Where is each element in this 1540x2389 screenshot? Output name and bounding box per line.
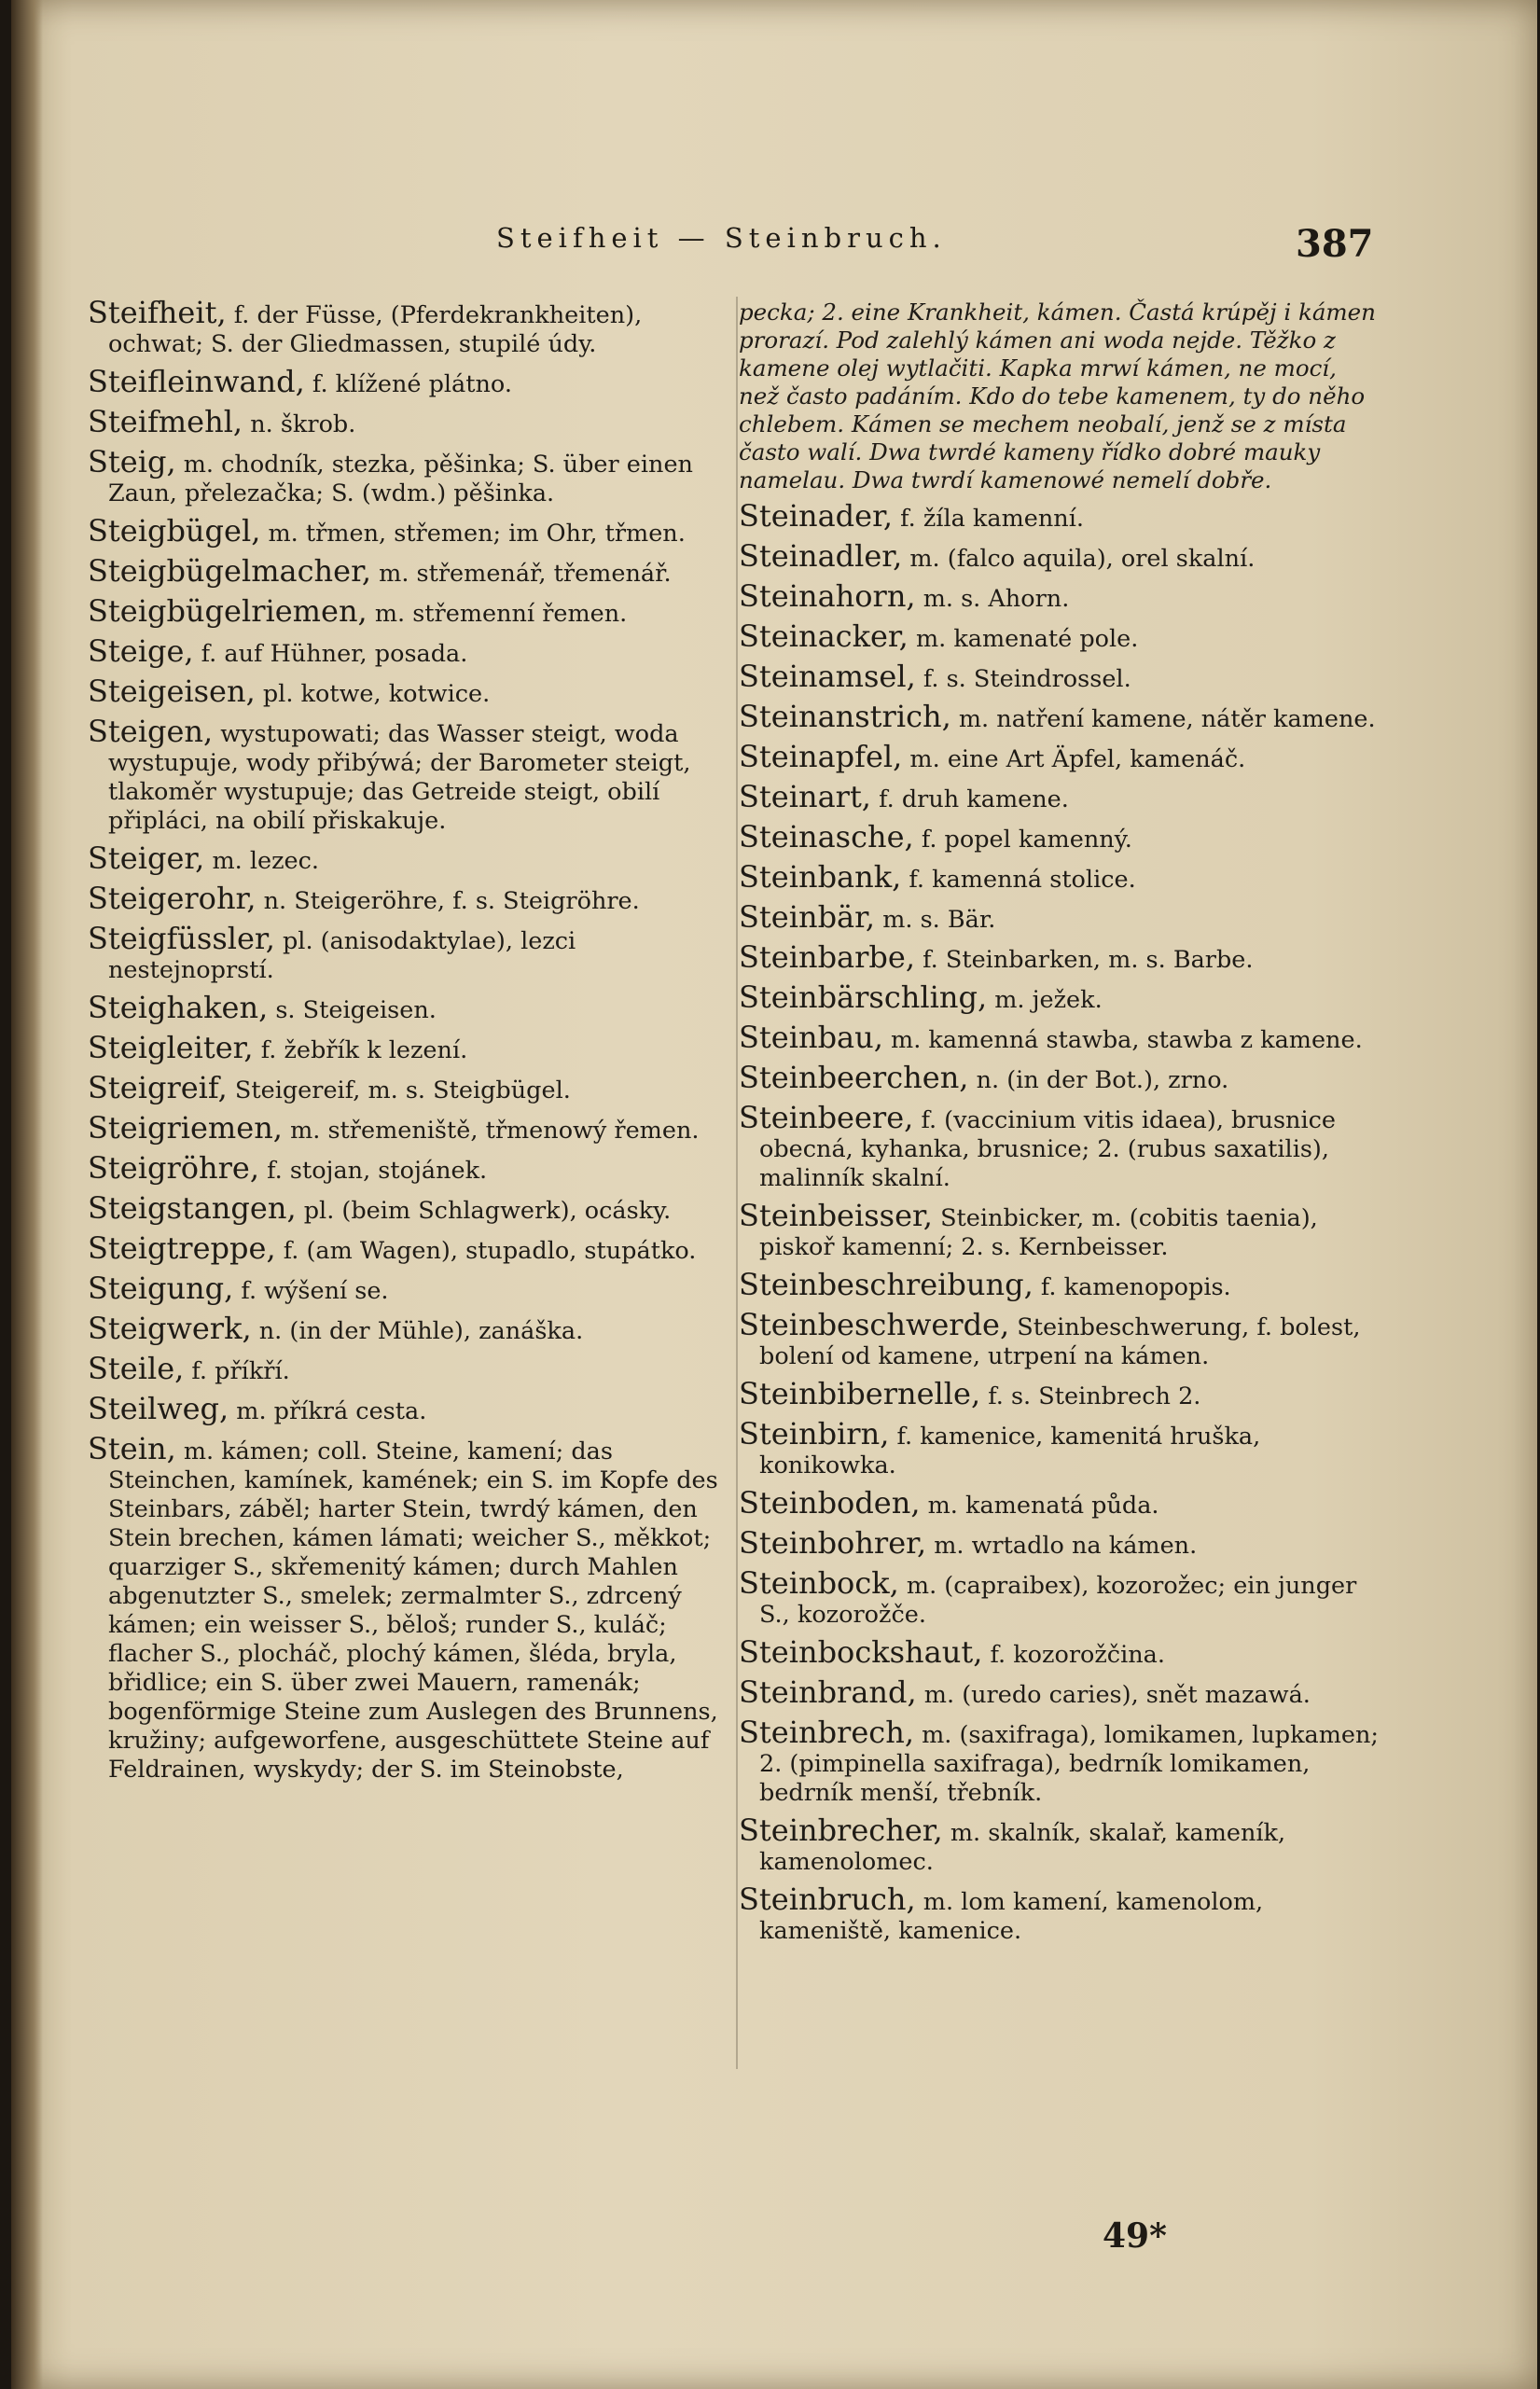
dictionary-entry — [739, 939, 1382, 975]
entry-definition: m. střemenní řemen. — [374, 600, 628, 628]
signature-mark: 49* — [1103, 2216, 1167, 2256]
entry-headword: Steinader, — [739, 498, 894, 534]
entry-headword: Steifleinwand, — [88, 364, 305, 399]
entry-definition: f. druh kamene. — [879, 785, 1069, 813]
dictionary-entry — [739, 1634, 1382, 1670]
entry-definition: f. žebřík k lezení. — [260, 1036, 468, 1064]
running-header: Steifheit — Steinbruch. — [496, 222, 947, 254]
entry-headword: Steigeisen, — [88, 674, 256, 709]
entry-definition: f. příkří. — [191, 1357, 290, 1385]
entry-headword: Steigen, — [88, 714, 214, 749]
dictionary-entry — [739, 1525, 1382, 1561]
entry-headword: Steigtreppe, — [88, 1230, 276, 1266]
dictionary-entry — [88, 1070, 731, 1105]
entry-definition: m. lom kamení, kamenolom, kameniště, kamenice. — [759, 1888, 1264, 1945]
dictionary-entry — [739, 618, 1382, 654]
entry-definition: n. Steigeröhre, f. s. Steigröhre. — [263, 887, 640, 915]
entry-headword: Steinbockshaut, — [739, 1634, 983, 1670]
entry-definition: f. kamenopopis. — [1040, 1273, 1231, 1301]
dictionary-entry — [88, 1030, 731, 1065]
dictionary-entry — [88, 1431, 731, 1785]
right-column — [739, 299, 1382, 1954]
entry-headword: Steigbügelmacher, — [88, 553, 372, 589]
entry-headword: Steinbärschling, — [739, 979, 988, 1015]
dictionary-entry — [739, 1715, 1382, 1808]
dictionary-entry — [739, 578, 1382, 614]
dictionary-entry — [739, 1020, 1382, 1055]
entry-definition: m. střemenář, třemenář. — [379, 560, 672, 588]
entry-headword: Steigröhre, — [88, 1150, 260, 1186]
entry-definition: f. s. Steinbrech 2. — [988, 1382, 1201, 1410]
entry-definition: m. kamenaté pole. — [915, 625, 1139, 653]
dictionary-entry — [88, 840, 731, 876]
entry-definition: f. stojan, stojánek. — [267, 1157, 488, 1185]
entry-headword: Steigwerk, — [88, 1311, 252, 1346]
dictionary-entry — [88, 1150, 731, 1186]
entry-headword: Steinacker, — [739, 618, 909, 654]
entry-definition: f. (am Wagen), stupadlo, stupátko. — [283, 1237, 697, 1265]
entry-definition: f. kamenná stolice. — [909, 866, 1136, 894]
entry-headword: Stein, — [88, 1431, 176, 1466]
entry-headword: Steinbock, — [739, 1565, 899, 1601]
entry-headword: Steinart, — [739, 779, 871, 814]
entry-definition: Steinbeschwerung, f. bolest, bolení od kamene, utrpení na kámen. — [759, 1313, 1361, 1370]
dictionary-entry — [88, 1271, 731, 1306]
dictionary-entry — [739, 1565, 1382, 1630]
entry-headword: Steinbeschwerde, — [739, 1307, 1010, 1342]
entry-definition: m. (uredo caries), snět mazawá. — [923, 1681, 1311, 1709]
entry-headword: Steigriemen, — [88, 1110, 283, 1146]
entry-headword: Steinbau, — [739, 1020, 883, 1055]
dictionary-entry — [739, 1198, 1382, 1262]
entry-headword: Steinbohrer, — [739, 1525, 927, 1561]
dictionary-entry — [739, 819, 1382, 854]
entry-definition: m. (falco aquila), orel skalní. — [909, 545, 1256, 573]
dictionary-entry — [739, 979, 1382, 1015]
dictionary-entry — [739, 1267, 1382, 1302]
entry-definition: wystupowati; das Wasser steigt, woda wystupuje, wody přibýwá; der Barometer steigt, tlakoměr wystupuje; das Getreide steigt, obilí připláci, na obilí přiskakuje. — [108, 720, 691, 835]
entry-headword: Steigerohr, — [88, 881, 257, 916]
entry-headword: Steinahorn, — [739, 578, 916, 614]
entry-definition: f. klížené plátno. — [312, 370, 512, 398]
entry-headword: Steigbügelriemen, — [88, 593, 368, 629]
entry-headword: Steinamsel, — [739, 659, 916, 694]
entry-definition: pl. kotwe, kotwice. — [262, 680, 491, 708]
entry-headword: Steigstangen, — [88, 1190, 297, 1226]
entry-headword: Steigfüssler, — [88, 921, 275, 956]
entry-definition: m. s. Ahorn. — [923, 585, 1070, 613]
entry-headword: Steilweg, — [88, 1391, 229, 1426]
entry-headword: Steigbügel, — [88, 513, 261, 549]
dictionary-entry — [88, 295, 731, 359]
entry-definition: n. (in der Bot.), zrno. — [976, 1066, 1229, 1094]
entry-definition: m. střemeniště, třmenowý řemen. — [290, 1117, 700, 1145]
entry-headword: Steig, — [88, 444, 176, 479]
column-divider — [736, 297, 738, 2069]
entry-definition: m. (saxifraga), lomikamen, lupkamen; 2. (pimpinella saxifraga), bedrník lomikamen, bedrník menší, třebník. — [759, 1721, 1380, 1807]
entry-definition: f. s. Steindrossel. — [923, 665, 1131, 693]
entry-definition: m. (capraibex), kozorožec; ein junger S., kozorožče. — [759, 1572, 1357, 1629]
dictionary-entry — [88, 674, 731, 709]
entry-headword: Steinbär, — [739, 899, 876, 935]
entry-headword: Steinbruch, — [739, 1882, 916, 1917]
entry-continuation: pecka; 2. eine Krankheit, kámen. Častá krúpěj i kámen prorazí. Pod zalehlý kámen ani woda nejde. Těžko z kamene olej wytlačiti. Kapka mrwí kámen, ne mocí, než často padáním. Kdo do tebe kamenem, ty do něho chlebem. Kámen se mechem neobalí, jenž se z místa často walí. Dwa twrdé kameny řídko dobré mauky namelau. Dwa twrdí kamenowé nemelí dobře. — [739, 299, 1376, 493]
dictionary-entry — [88, 444, 731, 508]
left-column — [88, 295, 731, 1793]
dictionary-entry — [88, 1190, 731, 1226]
dictionary-entry — [739, 739, 1382, 774]
entry-definition: f. der Füsse, (Pferdekrankheiten), ochwat; S. der Gliedmassen, stupilé údy. — [108, 301, 643, 358]
entry-headword: Steifheit, — [88, 295, 227, 330]
dictionary-entry — [739, 779, 1382, 814]
entry-headword: Steinapfel, — [739, 739, 903, 774]
entry-definition: pl. (beim Schlagwerk), ocásky. — [303, 1197, 672, 1225]
dictionary-entry — [739, 859, 1382, 895]
entry-headword: Steinbeerchen, — [739, 1060, 969, 1095]
book-gutter — [11, 0, 43, 2389]
dictionary-entry — [88, 553, 731, 589]
entry-headword: Steinanstrich, — [739, 699, 951, 734]
entry-headword: Steifmehl, — [88, 404, 243, 439]
entry-definition: f. kozorožčina. — [990, 1641, 1165, 1669]
dictionary-entry — [88, 1311, 731, 1346]
entry-headword: Steinbank, — [739, 859, 902, 895]
entry-definition: f. žíla kamenní. — [900, 505, 1084, 533]
dictionary-entry — [739, 1813, 1382, 1877]
entry-definition: f. popel kamenný. — [921, 826, 1132, 854]
dictionary-entry — [88, 921, 731, 985]
entry-definition: m. lezec. — [212, 847, 319, 875]
right-column-entries — [739, 498, 1382, 1946]
entry-headword: Steinboden, — [739, 1485, 921, 1521]
dictionary-entry — [739, 1307, 1382, 1371]
entry-headword: Steinadler, — [739, 538, 903, 574]
dictionary-page — [11, 0, 1537, 2389]
entry-definition: pl. (anisodaktylae), lezci nestejnoprstí. — [108, 927, 576, 984]
dictionary-entry — [88, 1391, 731, 1426]
dictionary-entry — [88, 404, 731, 439]
dictionary-entry — [88, 513, 731, 549]
entry-headword: Steinbirn, — [739, 1416, 890, 1451]
dictionary-entry — [739, 1485, 1382, 1521]
entry-definition: m. příkrá cesta. — [236, 1397, 427, 1425]
entry-definition: m. wrtadlo na kámen. — [934, 1532, 1198, 1560]
entry-headword: Steinbrech, — [739, 1715, 914, 1750]
entry-headword: Steigleiter, — [88, 1030, 254, 1065]
entry-headword: Steile, — [88, 1351, 185, 1386]
entry-definition: m. kamenatá půda. — [927, 1492, 1159, 1520]
entry-headword: Steiger, — [88, 840, 205, 876]
entry-definition: m. chodník, stezka, pěšinka; S. über einen Zaun, přelezačka; S. (wdm.) pěšinka. — [108, 451, 693, 507]
entry-headword: Steighaken, — [88, 990, 269, 1025]
entry-definition: m. skalník, skalař, kameník, kamenolomec. — [759, 1819, 1286, 1876]
dictionary-entry — [88, 1230, 731, 1266]
page-number: 387 — [1296, 222, 1374, 266]
dictionary-entry — [88, 364, 731, 399]
entry-headword: Steinbeere, — [739, 1100, 914, 1135]
dictionary-entry — [739, 1376, 1382, 1411]
dictionary-entry — [88, 714, 731, 836]
entry-definition: m. natření kamene, nátěr kamene. — [958, 705, 1376, 733]
dictionary-entry — [88, 990, 731, 1025]
entry-headword: Steinbrand, — [739, 1674, 917, 1710]
entry-definition: Steigereif, m. s. Steigbügel. — [234, 1076, 571, 1104]
dictionary-entry — [88, 633, 731, 669]
dictionary-entry — [739, 1416, 1382, 1480]
entry-definition: f. wýšení se. — [241, 1277, 389, 1305]
entry-definition: s. Steigeisen. — [275, 996, 437, 1024]
entry-definition: f. kamenice, kamenitá hruška, konikowka. — [759, 1423, 1261, 1479]
dictionary-entry — [739, 899, 1382, 935]
entry-headword: Steinbrecher, — [739, 1813, 943, 1848]
dictionary-entry — [88, 593, 731, 629]
entry-definition: Steinbicker, m. (cobitis taenia), piskoř kamenní; 2. s. Kernbeisser. — [759, 1204, 1318, 1261]
entry-definition: n. škrob. — [250, 410, 356, 438]
entry-headword: Steinasche, — [739, 819, 914, 854]
dictionary-entry — [739, 699, 1382, 734]
dictionary-entry — [88, 1110, 731, 1146]
entry-headword: Steigreif, — [88, 1070, 228, 1105]
entry-headword: Steige, — [88, 633, 194, 669]
entry-definition: m. s. Bär. — [882, 906, 996, 934]
entry-definition: m. kámen; coll. Steine, kamení; das Steinchen, kamínek, kamének; ein S. im Kopfe des Steinbars, záběl; harter Stein, twrdý kámen, den Stein brechen, kámen lámati; weicher S., měkkot; quarziger S., skřemenitý kámen; durch Mahlen abgenutzter S., smelek; zermalmter S., zdrcený kámen; ein weisser S., běloš; runder S., kuláč; flacher S., plocháč, plochý kámen, šléda, bryla, břidlice; ein S. über zwei Mauern, ramenák; bogenförmige Steine zum Auslegen des Brunnens, kružiny; aufgeworfene, ausgeschüttete Steine auf Feldrainen, wyskydy; der S. im Steinobste, — [108, 1438, 718, 1784]
entry-definition: m. kamenná stawba, stawba z kamene. — [891, 1026, 1363, 1054]
entry-definition: m. třmen, střemen; im Ohr, třmen. — [268, 520, 686, 548]
entry-definition: m. ježek. — [994, 986, 1103, 1014]
entry-headword: Steinbarbe, — [739, 939, 916, 975]
entry-definition: n. (in der Mühle), zanáška. — [258, 1317, 584, 1345]
entry-definition: m. eine Art Äpfel, kamenáč. — [909, 745, 1246, 773]
entry-definition: f. (vaccinium vitis idaea), brusnice obecná, kyhanka, brusnice; 2. (rubus saxatilis), malinník skalní. — [759, 1106, 1337, 1192]
dictionary-entry — [88, 881, 731, 916]
entry-definition: f. Steinbarken, m. s. Barbe. — [923, 946, 1254, 974]
dictionary-entry — [88, 1351, 731, 1386]
dictionary-entry — [739, 538, 1382, 574]
entry-headword: Steinbeisser, — [739, 1198, 933, 1233]
dictionary-entry — [739, 1882, 1382, 1946]
entry-headword: Steigung, — [88, 1271, 234, 1306]
dictionary-entry — [739, 1674, 1382, 1710]
dictionary-entry — [739, 659, 1382, 694]
entry-headword: Steinbeschreibung, — [739, 1267, 1034, 1302]
dictionary-entry — [739, 1100, 1382, 1193]
dictionary-entry — [739, 498, 1382, 534]
entry-headword: Steinbibernelle, — [739, 1376, 981, 1411]
entry-definition: f. auf Hühner, posada. — [201, 640, 468, 668]
dictionary-entry — [739, 1060, 1382, 1095]
